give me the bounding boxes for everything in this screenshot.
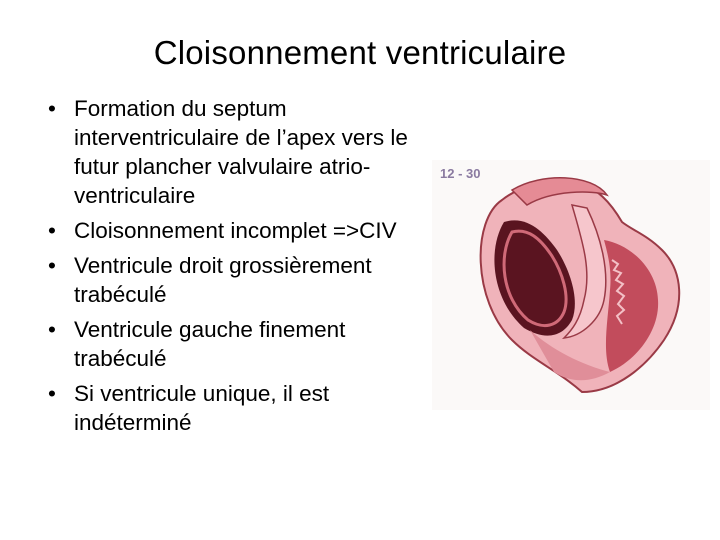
bullet-list — [44, 94, 444, 443]
bullet-text: Formation du septum interventriculaire de l’apex vers le futur plancher valvulaire atrio-ventriculaire — [74, 96, 408, 208]
bullet-text: Cloisonnement incomplet =>CIV — [74, 218, 397, 243]
bullet-dot: • — [48, 218, 56, 243]
slide-title: Cloisonnement ventriculaire — [153, 34, 567, 71]
bullet-item — [44, 216, 444, 245]
bullet-text: Ventricule gauche finement trabéculé — [74, 317, 346, 371]
bullet-item — [44, 94, 444, 210]
bullet-text: Ventricule droit grossièrement trabéculé — [74, 253, 372, 307]
bullet-text: Si ventricule unique, il est indéterminé — [74, 381, 330, 435]
heart-illustration — [432, 160, 710, 410]
bullet-dot: • — [48, 96, 56, 121]
figure-label: 12 - 30 — [440, 166, 481, 181]
bullet-item — [44, 379, 444, 437]
bullet-item — [44, 315, 444, 373]
bullet-dot: • — [48, 253, 56, 278]
heart-section-drawing — [432, 160, 710, 410]
bullet-dot: • — [48, 381, 56, 406]
bullet-dot: • — [48, 317, 56, 342]
bullet-item — [44, 251, 444, 309]
